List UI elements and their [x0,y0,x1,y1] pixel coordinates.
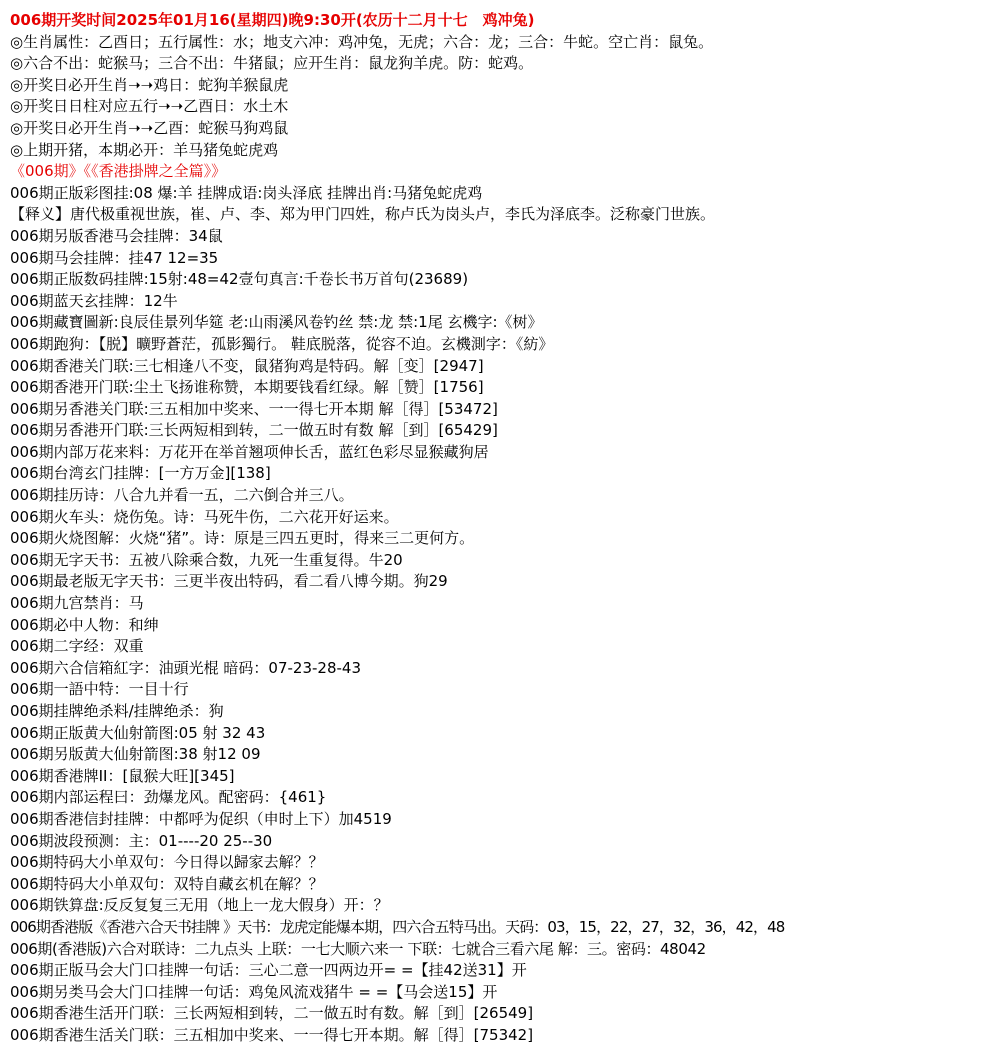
list-item: 006期火烧图解：火烧“猪”。诗：原是三四五更时，得来三二更何方。 [10,529,475,548]
list-item: 006期六合信箱紅字：油頭光棍 暗码：07-23-28-43 [10,658,361,677]
list-item: 006期必中人物：和绅 [10,615,159,634]
list-item: 006期内部万花来料：万花开在举首翘项伸长舌，蓝红色彩尽显猴藏狗居 [10,442,489,461]
section-title: 《006期》《《香港掛牌之全篇》》 [10,162,227,181]
list-item: 006期挂牌绝杀料/挂牌绝杀：狗 [10,702,224,720]
attribute-line: ◎上期开猪，本期必开：羊马猪兔蛇虎鸡 [10,140,279,159]
list-item: 006期(香港版)六合对联诗：二九点头 上联：一七大顺六来一 下联：七就合三看六尾 解：三。密码：48042 [10,939,706,958]
list-item: 006期香港版《香港六合天书挂牌 》天书：龙虎定能爆本期，四六合五特马出。天码：03，15，22，27，32，36，42，48 [10,917,785,936]
list-item: 006期香港开门联:尘土飞扬谁称赞，本期要钱看红绿。解［赞］[1756] [10,378,484,397]
list-item: 006期蓝天玄挂牌：12牛 [10,291,178,310]
list-item: 006期台湾玄门挂牌：[一方万金][138] [10,464,271,483]
list-item: 006期另香港关门联:三五相加中奖来、一一得七开本期 解［得］[53472] [10,399,498,418]
list-item: 006期香港牌II：[鼠猴大旺][345] [10,766,235,785]
document-body [10,10,995,1047]
list-item: 006期马会挂牌：挂47 12=35 [10,248,219,267]
attribute-line: ◎开奖日日柱对应五行➝➝乙酉日：水土木 [10,97,289,116]
list-item: 006期火车头：烧伤兔。诗：马死牛伤，二六花开好运来。 [10,507,399,526]
list-item: 006期香港关门联:三七相逢八不变，鼠猪狗鸡是特码。解［变］[2947] [10,356,484,375]
draw-time-heading: 006期开奖时间2025年01月16(星期四)晚9:30开(农历十二月十七 鸡冲兔) [10,11,535,29]
list-item: 006期另香港开门联:三长两短相到转，二一做五时有数 解［到］[65429] [10,421,498,440]
list-item: 006期香港生活关门联：三五相加中奖来、一一得七开本期。解［得］[75342] [10,1025,534,1044]
attribute-line: ◎生肖属性：乙酉日；五行属性：水；地支六冲：鸡冲兔，无虎；六合：龙；三合：牛蛇。空亡肖：鼠兔。 [10,32,714,51]
list-item: 006期香港信封挂牌：中都呼为促织（申时上下）加4519 [10,809,392,828]
list-item: 006期另类马会大门口挂牌一句话：鸡兔风流戏猪牛 = =【马会送15】开 [10,982,498,1001]
attribute-line: ◎开奖日必开生肖➝➝鸡日：蛇狗羊猴鼠虎 [10,75,289,94]
list-item: 006期最老版无字天书：三更半夜出特码，看二看八博今期。狗29 [10,572,448,591]
list-item: 006期另版香港马会挂牌：34鼠 [10,226,223,245]
list-item: 【释义】唐代极重视世族，崔、卢、李、郑为甲门四姓，称卢氏为岗头卢，李氏为泽底李。泛称豪门世族。 [10,205,716,224]
list-item: 006期另版黄大仙射箭图:38 射12 09 [10,745,261,764]
list-item: 006期藏寶圖新:良辰佳景列华筵 老:山雨溪风卷钓丝 禁:龙 禁:1尾 玄機字:《树》 [10,313,543,332]
list-item: 006期二字经：双重 [10,637,144,656]
list-item: 006期正版黄大仙射箭图:05 射 32 43 [10,723,266,742]
list-item: 006期挂历诗：八合九并看一五，二六倒合并三八。 [10,486,354,505]
list-item: 006期九宫禁肖：马 [10,594,144,613]
list-item: 006期特码大小单双句：双特自藏玄机在解？？ [10,874,324,893]
list-item: 006期跑狗：【脱】曠野蒼茫，孤影獨行。 鞋底脱落，從容不迫。玄機測字：《紡》 [10,334,554,353]
list-item: 006期内部运程曰：劲爆龙风。配密码：{461} [10,788,327,807]
list-item: 006期无字天书：五被八除乘合数，九死一生重复得。牛20 [10,550,403,569]
list-item: 006期一語中特：一目十行 [10,680,189,699]
list-item: 006期波段预测：主：01----20 25--30 [10,831,273,850]
list-item: 006期铁算盘:反反复复三无用（地上一龙大假身）开：？ [10,896,389,915]
list-item: 006期正版数码挂牌:15射:48=42壹句真言:千卷长书万首句(23689) [10,270,469,289]
attribute-line: ◎开奖日必开生肖➝➝乙酉：蛇猴马狗鸡鼠 [10,118,289,137]
list-item: 006期正版马会大门口挂牌一句话：三心二意一四两边开= =【挂42送31】开 [10,961,527,980]
list-item: 006期香港生活开门联：三长两短相到转，二一做五时有数。解［到］[26549] [10,1004,534,1023]
attribute-line: ◎六合不出：蛇猴马；三合不出：牛猪鼠；应开生肖：鼠龙狗羊虎。防：蛇鸡。 [10,54,534,73]
list-item: 006期特码大小单双句：今日得以歸家去解？？ [10,853,324,872]
list-item: 006期正版彩图挂:08 爆:羊 挂牌成语:岗头泽底 挂牌出肖:马猪兔蛇虎鸡 [10,183,483,202]
